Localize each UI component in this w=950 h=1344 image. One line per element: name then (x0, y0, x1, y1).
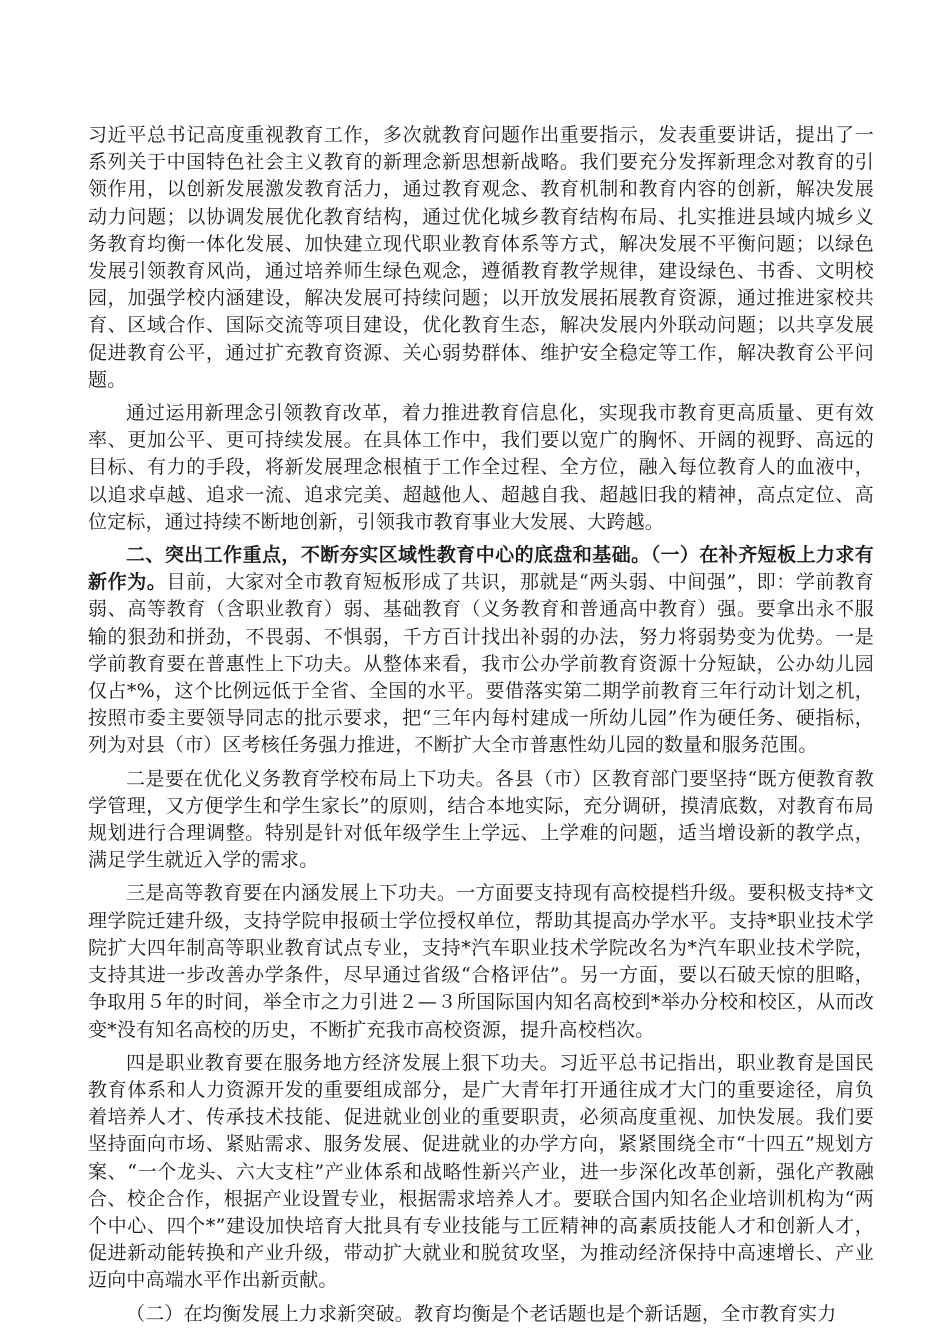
paragraph-6 (88, 1050, 874, 1295)
section-heading: 二、突出工作重点，不断夯实区域性教育中心的底盘和基础。（一）在补齐短板上力求有新作为。 (88, 544, 874, 594)
paragraph-1-text: 习近平总书记高度重视教育工作，多次就教育问题作出重要指示，发表重要讲话，提出了一系列关于中国特色社会主义教育的新理念新思想新战略。我们要充分发挥新理念对教育的引领作用，以创新发展激发教育活力，通过教育观念、教育机制和教育内容的创新，解决发展动力问题；以协调发展优化教育结构，通过优化城乡教育结构布局、扎实推进县域内城乡义务教育均衡一体化发展、加快建立现代职业教育体系等方式，解决发展不平衡问题；以绿色发展引领教育风尚，通过培养师生绿色观念，遵循教育教学规律，建设绿色、书香、文明校园，加强学校内涵建设，解决发展可持续问题；以开放发展拓展教育资源，通过推进家校共育、区域合作、国际交流等项目建设，优化教育生态，解决发展内外联动问题；以共享发展促进教育公平，通过扩充教育资源、关心弱势群体、维护安全稳定等工作，解决教育公平问题。 (88, 124, 874, 391)
paragraph-5-text: 三是高等教育要在内涵发展上下功夫。一方面要支持现有高校提档升级。要积极支持*文理学院迁建升级，支持学院申报硕士学位授权单位，帮助其提高办学水平。支持*职业技术学院扩大四年制高等职业教育试点专业，支持*汽车职业技术学院改名为*汽车职业技术学院，支持其进一步改善办学条件，尽早通过省级“合格评估”。另一方面，要以石破天惊的胆略，争取用５年的时间，举全市之力引进２—３所国际国内知名高校到*举办分校和校区，从而改变*没有知名高校的历史，不断扩充我市高校资源，提升高校档次。 (88, 882, 874, 1041)
paragraph-1 (88, 122, 874, 394)
paragraph-2-text: 通过运用新理念引领教育改革，着力推进教育信息化，实现我市教育更高质量、更有效率、更加公平、更可持续发展。在具体工作中，我们要以宽广的胸怀、开阔的视野、高远的目标、有力的手段，将新发展理念根植于工作全过程、全方位，融入每位教育人的血液中，以追求卓越、追求一流、追求完美、超越他人、超越自我、超越旧我的精神，高点定位、高位定标，通过持续不断地创新，引领我市教育事业大发展、大跨越。 (88, 402, 874, 533)
paragraph-7 (88, 1301, 874, 1328)
paragraph-4 (88, 766, 874, 875)
paragraph-3 (88, 542, 874, 760)
paragraph-2 (88, 400, 874, 536)
paragraph-7-text: （二）在均衡发展上力求新突破。教育均衡是个老话题也是个新话题，全市教育实力 (126, 1302, 837, 1325)
paragraph-6-text: 四是职业教育要在服务地方经济发展上狠下功夫。习近平总书记指出，职业教育是国民教育体系和人力资源开发的重要组成部分，是广大青年打开通往成才大门的重要途径，肩负着培养人才、传承技术技能、促进就业创业的重要职责，必须高度重视、加快发展。我们要坚持面向市场、紧贴需求、服务发展、促进就业的办学方向，紧紧围绕全市“十四五”规划方案、“一个龙头、六大支柱”产业体系和战略性新兴产业，进一步深化改革创新，强化产教融合、校企合作，根据产业设置专业，根据需求培养人才。要联合国内知名企业培训机构为“两个中心、四个*”建设加快培育大批具有专业技能与工匠精神的高素质技能人才和创新人才，促进新动能转换和产业升级，带动扩大就业和脱贫攻坚，为推动经济保持中高速增长、产业迈向中高端水平作出新贡献。 (88, 1051, 874, 1292)
document-body (88, 122, 874, 1334)
paragraph-5 (88, 880, 874, 1043)
paragraph-4-text: 二是要在优化义务教育学校布局上下功夫。各县（市）区教育部门要坚持“既方便教育教学管理，又方便学生和学生家长”的原则，结合本地实际，充分调研，摸清底数，对教育布局规划进行合理调整。特别是针对低年级学生上学远、上学难的问题，适当增设新的教学点，满足学生就近入学的需求。 (88, 767, 874, 872)
paragraph-3-text: 目前，大家对全市教育短板形成了共识，那就是“两头弱、中间强”，即：学前教育弱、高等教育（含职业教育）弱、基础教育（义务教育和普通高中教育）强。要拿出永不服输的狠劲和拼劲，不畏弱、不惧弱，千方百计找出补弱的办法，努力将弱势变为优势。一是学前教育要在普惠性上下功夫。从整体来看，我市公办学前教育资源十分短缺，公办幼儿园仅占*%，这个比例远低于全省、全国的水平。要借落实第二期学前教育三年行动计划之机，按照市委主要领导同志的批示要求，把“三年内每村建成一所幼儿园”作为硬任务、硬指标，列为对县（市）区考核任务强力推进，不断扩大全市普惠性幼儿园的数量和服务范围。 (88, 571, 874, 757)
